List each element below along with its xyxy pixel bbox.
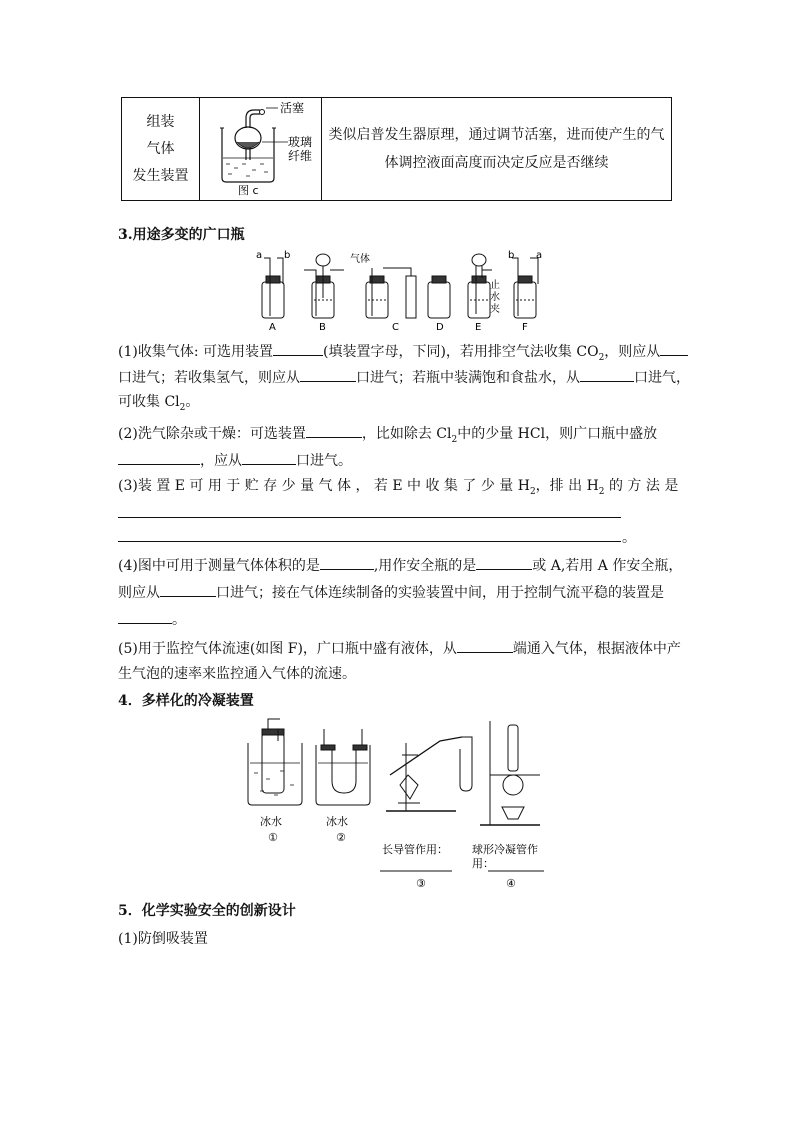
- question-3-line-1: [118, 476, 678, 502]
- label-glass: 玻璃: [288, 135, 313, 149]
- subscript: 2: [179, 402, 186, 413]
- q-text: 则应从: [118, 585, 160, 601]
- clamp-label: 止: [490, 280, 500, 291]
- role-label: 球形冷凝管作: [472, 843, 538, 856]
- label-line: 气体: [146, 140, 175, 157]
- gas-label: 气体: [350, 254, 370, 265]
- role-label: 长导管作用：: [382, 843, 448, 856]
- q-text: 口进气；接在气体连续制备的实验装置中间，用于控制气流平稳的装置是: [216, 585, 664, 601]
- q-text: 。: [172, 612, 186, 628]
- answer-blank[interactable]: [320, 554, 374, 570]
- figure-number: ②: [336, 831, 346, 844]
- description-line: 类似启普发生器原理，通过调节活塞，进而使产生的气: [328, 127, 665, 143]
- q-text: ，比如除去 Cl: [361, 426, 452, 442]
- clamp-label: 水: [490, 292, 500, 303]
- question-4-line-2: [118, 581, 664, 603]
- section-3-title: 3.用途多变的广口瓶: [118, 227, 245, 243]
- q-text: 可收集 Cl: [118, 394, 180, 410]
- q-text: ，排 出 H: [535, 478, 599, 494]
- ice-water-label: 冰水: [260, 815, 282, 828]
- answer-blank[interactable]: [580, 366, 634, 382]
- q-text: 端通入气体，根据液体中产: [512, 641, 681, 657]
- figure-number: ①: [268, 831, 278, 844]
- section-5-title: 5．化学实验安全的创新设计: [118, 903, 296, 919]
- answer-line[interactable]: [118, 541, 621, 542]
- question-1-line-2: [118, 366, 690, 388]
- table-description-cell: [322, 98, 672, 201]
- answer-blank[interactable]: [476, 554, 532, 570]
- q-text: 或 A,若用 A 作安全瓶，: [532, 558, 683, 574]
- bottle-label-a: A: [269, 322, 276, 332]
- label-fiber: 纤维: [288, 149, 313, 163]
- q-text: (5)用于监控气体流速(如图 F)，广口瓶中盛有液体，从: [118, 641, 457, 657]
- port-label: a: [256, 250, 263, 261]
- port-label: a: [536, 250, 543, 261]
- q-text: 中的少量 HCl，则广口瓶中盛放: [457, 426, 658, 442]
- q-text: (3)装 置 E 可 用 于 贮 存 少 量 气 体 ， 若 E 中 收 集 了 少 量 H: [118, 478, 530, 494]
- question-5-line-1: [118, 637, 681, 659]
- answer-blank[interactable]: [660, 340, 688, 356]
- q-text: 口进气。: [296, 453, 352, 469]
- question-2-line-1: [118, 422, 657, 450]
- bottle-label-c: C: [392, 322, 399, 332]
- question-1-line-1: [118, 340, 688, 368]
- ice-water-label: 冰水: [326, 815, 348, 828]
- q-text: 的 方 法 是: [604, 478, 679, 494]
- port-label: b: [284, 250, 291, 261]
- q-text: (4)图中可用于测量气体体积的是: [118, 558, 320, 574]
- bottle-label-f: F: [522, 322, 528, 332]
- label-line: 组装: [146, 113, 175, 130]
- subscript: 2: [598, 352, 605, 363]
- question-5-line-2: 生气泡的速率来监控通入气体的流速。: [118, 666, 356, 682]
- figure-c-apparatus: [200, 98, 321, 200]
- clamp-label: 夹: [490, 304, 500, 315]
- question-4-line-3: [118, 608, 186, 630]
- figure-caption: 图 c: [238, 184, 259, 197]
- question-1-line-3: [118, 392, 199, 418]
- answer-blank[interactable]: [306, 422, 362, 438]
- table-label-cell: [122, 98, 200, 201]
- q-text: 。: [185, 394, 200, 410]
- q-text: ，则应从: [604, 344, 661, 360]
- answer-blank[interactable]: [118, 449, 200, 465]
- bottle-label-e: E: [475, 322, 482, 332]
- answer-blank[interactable]: [160, 581, 216, 597]
- section-4-title: 4．多样化的冷凝装置: [118, 693, 254, 709]
- q-text: ，应从: [200, 453, 242, 469]
- description-line: 体调控液面高度而决定反应是否继续: [384, 155, 609, 171]
- condenser-figure: [240, 715, 560, 893]
- period: 。: [622, 530, 636, 546]
- bottle-label-d: D: [436, 322, 444, 332]
- answer-blank[interactable]: [118, 608, 172, 624]
- answer-blank[interactable]: [273, 340, 323, 356]
- q-text: 口进气；若收集氢气，则应从: [118, 370, 300, 386]
- label-valve: 活塞: [280, 101, 305, 115]
- answer-blank[interactable]: [457, 637, 513, 653]
- question-4-line-1: [118, 554, 682, 576]
- role-label: 用：: [472, 857, 494, 870]
- subscript: 2: [598, 486, 605, 497]
- table-figure-cell: [200, 98, 322, 201]
- label-line: 发生装置: [132, 167, 189, 184]
- question-2-line-2: [118, 449, 352, 471]
- answer-blank[interactable]: [242, 449, 296, 465]
- subscript: 2: [451, 434, 458, 445]
- figure-number: ④: [506, 877, 516, 890]
- bottle-label-b: B: [319, 322, 326, 332]
- subscript: 2: [529, 486, 536, 497]
- q-text: (填装置字母，下同)，若用排空气法收集 CO: [323, 344, 599, 360]
- q-text: ,用作安全瓶的是: [373, 558, 477, 574]
- section-5-sub-1: (1)防倒吸装置: [118, 931, 208, 947]
- answer-blank[interactable]: [300, 366, 356, 382]
- q-text: 口进气，: [634, 370, 690, 386]
- q-text: 口进气；若瓶中装满饱和食盐水，从: [356, 370, 580, 386]
- q-text: (1)收集气体: 可选用装置: [118, 344, 273, 360]
- q-text: (2)洗气除杂或干燥：可选装置: [118, 426, 306, 442]
- figure-number: ③: [416, 877, 426, 890]
- port-label: b: [508, 250, 515, 261]
- apparatus-table: [121, 97, 672, 201]
- wide-mouth-bottle-figure: [250, 248, 560, 332]
- answer-line[interactable]: [118, 517, 621, 518]
